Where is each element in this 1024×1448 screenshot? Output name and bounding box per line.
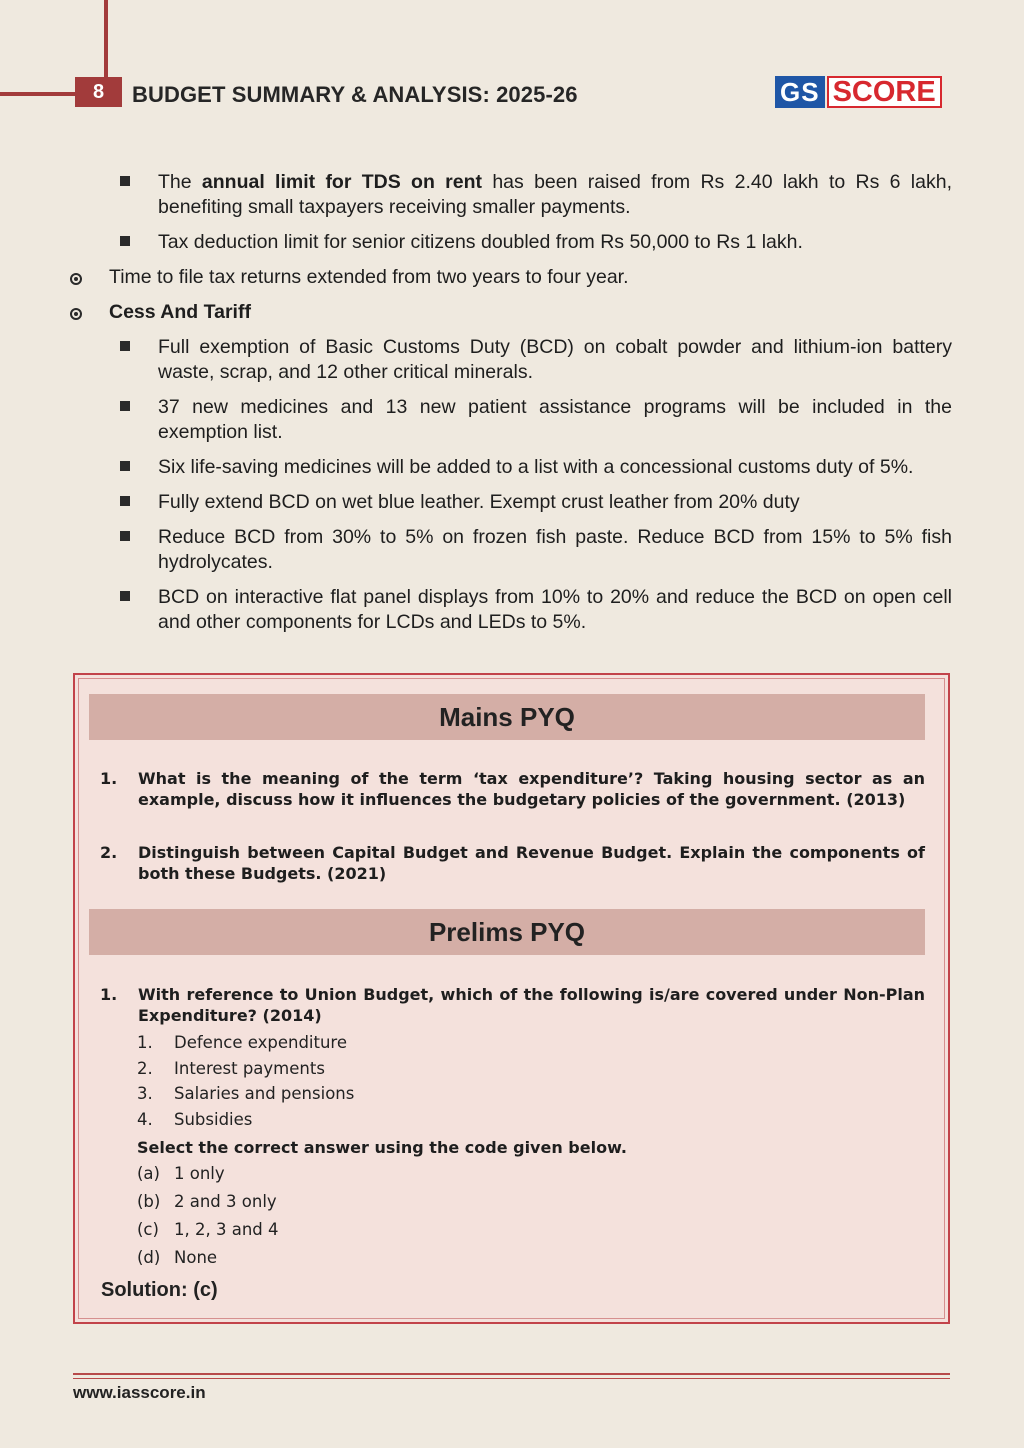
question-text: Distinguish between Capital Budget and Revenue Budget. Explain the components of both these Budgets. (2021) [138, 843, 925, 883]
statement-item: 4. Subsidies [137, 1109, 253, 1129]
square-bullet-icon [120, 176, 130, 186]
mains-pyq-heading: Mains PYQ [89, 694, 925, 740]
logo-score: SCORE [827, 76, 942, 108]
square-bullet-icon [120, 341, 130, 351]
list-item: Fully extend BCD on wet blue leather. Exempt crust leather from 20% duty [60, 490, 952, 515]
list-item: Tax deduction limit for senior citizens doubled from Rs 50,000 to Rs 1 lakh. [60, 230, 952, 255]
answer-option: (c) 1, 2, 3 and 4 [137, 1220, 279, 1239]
list-item: BCD on interactive flat panel displays from 10% to 20% and reduce the BCD on open cell and other components for LCDs and LEDs to 5%. [60, 585, 952, 635]
prelims-pyq-heading: Prelims PYQ [89, 909, 925, 955]
statement-item: 2. Interest payments [137, 1058, 325, 1078]
footer-url: www.iasscore.in [73, 1383, 206, 1402]
square-bullet-icon [120, 461, 130, 471]
square-bullet-icon [120, 531, 130, 541]
square-bullet-icon [120, 496, 130, 506]
answer-option: (a) 1 only [137, 1164, 225, 1183]
list-item: Time to file tax returns extended from two years to four year. [60, 265, 952, 290]
logo-gs: GS [775, 76, 825, 108]
footer-rule [73, 1373, 950, 1375]
statement-list [137, 1033, 354, 1135]
question-number: 2. [100, 843, 118, 862]
section-heading-cess-and-tariff: Cess And Tariff [60, 300, 952, 325]
page-title: BUDGET SUMMARY & ANALYSIS: 2025-26 [132, 82, 578, 107]
list-item: 37 new medicines and 13 new patient assistance programs will be included in the exemption list. [60, 395, 952, 445]
pyq-box [73, 673, 950, 1324]
list-item: The annual limit for TDS on rent has been raised from Rs 2.40 lakh to Rs 6 lakh, benefiting small taxpayers receiving smaller payments. [60, 170, 952, 220]
question-text: What is the meaning of the term ‘tax expenditure’? Taking housing sector as an example, discuss how it influences the budgetary policies of the government. (2013) [138, 769, 925, 809]
square-bullet-icon [120, 591, 130, 601]
header-vertical-rule [104, 0, 108, 82]
page-number: 8 [75, 77, 122, 107]
statement-item: 3. Salaries and pensions [137, 1084, 355, 1103]
statement-item: 1. Defence expenditure [137, 1033, 348, 1052]
bullet-list [60, 170, 952, 645]
prelims-question-1 [100, 984, 925, 1026]
footer-rule-thin [73, 1378, 950, 1379]
question-number: 1. [100, 769, 118, 788]
gsscore-logo [775, 76, 942, 108]
solution-text: Solution: (c) [101, 1279, 218, 1301]
answer-instruction: Select the correct answer using the code given below. [137, 1138, 627, 1157]
circle-bullet-icon [70, 273, 82, 285]
list-item: Full exemption of Basic Customs Duty (BCD) on cobalt powder and lithium-ion battery waste, scrap, and 12 other critical minerals. [60, 335, 952, 385]
list-item: Reduce BCD from 30% to 5% on frozen fish paste. Reduce BCD from 15% to 5% fish hydrolycates. [60, 525, 952, 575]
question-text: With reference to Union Budget, which of the following is/are covered under Non-Plan Expenditure? (2014) [138, 985, 925, 1025]
square-bullet-icon [120, 401, 130, 411]
question-number: 1. [100, 985, 118, 1004]
list-item: Six life-saving medicines will be added to a list with a concessional customs duty of 5%. [60, 455, 952, 480]
mains-question-2 [100, 842, 925, 884]
circle-bullet-icon [70, 308, 82, 320]
answer-option: (b) 2 and 3 only [137, 1192, 277, 1211]
mains-question-1 [100, 768, 925, 810]
answer-option: (d) None [137, 1248, 218, 1267]
header-horizontal-rule [0, 92, 76, 96]
square-bullet-icon [120, 236, 130, 246]
answer-options [137, 1164, 279, 1276]
